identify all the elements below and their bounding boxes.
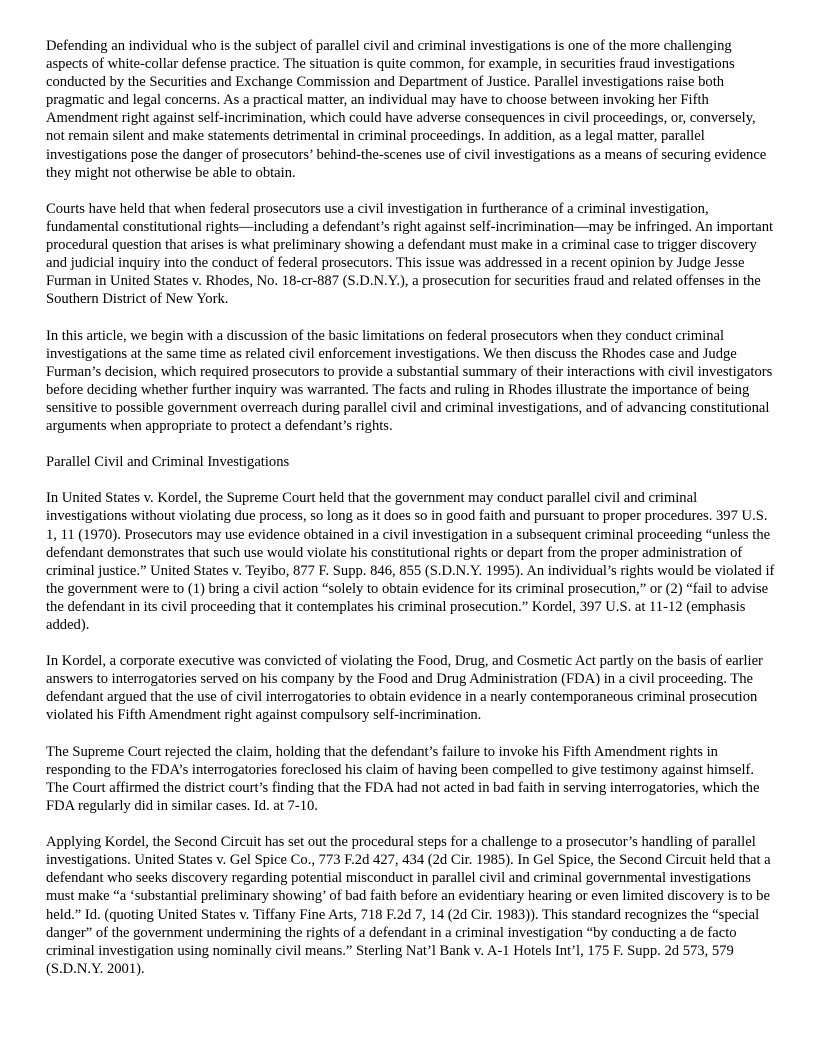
- section-paragraph-3: The Supreme Court rejected the claim, holding that the defendant’s failure to invoke his Fifth Amendment rights in responding to the FDA’s interrogatories foreclosed his claim of having been compelled to give testimony against himself. The Court affirmed the district court’s finding that the FDA had not acted in bad faith in serving interrogatories, which the FDA regularly did in similar cases. Id. at 7-10.: [46, 743, 760, 814]
- intro-paragraph-3: In this article, we begin with a discussion of the basic limitations on federal prosecutors when they conduct criminal investigations at the same time as related civil enforcement investigations. We then discuss the Rhodes case and Judge Furman’s decision, which required prosecutors to provide a substantial summary of their interactions with civil investigators before deciding whether further inquiry was warranted. The facts and ruling in Rhodes illustrate the importance of being sensitive to possible government overreach during parallel civil and criminal investigations, and of advancing constitutional arguments when appropriate to protect a defendant’s rights.: [46, 327, 773, 434]
- document-page: [46, 37, 776, 996]
- intro-paragraph-2: Courts have held that when federal prosecutors use a civil investigation in furtherance of a criminal investigation, fundamental constitutional rights—including a defendant’s right against self-incrimination—may be infringed. An important procedural question that arises is what preliminary showing a defendant must make in a criminal case to trigger discovery and judicial inquiry into the conduct of federal prosecutors. This issue was addressed in a recent opinion by Judge Jesse Furman in United States v. Rhodes, No. 18-cr-887 (S.D.N.Y.), a prosecution for securities fraud and related offenses in the Southern District of New York.: [46, 200, 774, 308]
- section-paragraph-1: In United States v. Kordel, the Supreme Court held that the government may conduct parallel civil and criminal investigations without violating due process, so long as it does so in good faith and pursuant to proper procedures. 397 U.S. 1, 11 (1970). Prosecutors may use evidence obtained in a civil investigation in a subsequent criminal proceeding “unless the defendant demonstrates that such use would violate his constitutional rights or depart from the proper administration of criminal justice.” United States v. Teyibo, 877 F. Supp. 846, 855 (S.D.N.Y. 1995). An individual’s rights would be violated if the government were to (1) bring a civil action “solely to obtain evidence for its criminal prosecution,” or (2) “fail to advise the defendant in its civil proceeding that it contemplates his criminal prosecution.” Kordel, 397 U.S. at 11-12 (emphasis added).: [46, 490, 775, 633]
- intro-paragraph-1: Defending an individual who is the subject of parallel civil and criminal investigations is one of the more challenging aspects of white-collar defense practice. The situation is quite common, for example, in securities fraud investigations conducted by the Securities and Exchange Commission and Department of Justice. Parallel investigations raise both pragmatic and legal concerns. As a practical matter, an individual may have to choose between invoking her Fifth Amendment right against self-incrimination, which could have adverse consequences in civil proceedings, or, conversely, not remain silent and make statements detrimental in criminal proceedings. In addition, as a legal matter, parallel investigations pose the danger of prosecutors’ behind-the-scenes use of civil investigations as a means of securing evidence they might not otherwise be able to obtain.: [46, 38, 767, 181]
- section-paragraph-2: In Kordel, a corporate executive was convicted of violating the Food, Drug, and Cosmetic Act partly on the basis of earlier answers to interrogatories served on his company by the Food and Drug Administration (FDA) in a civil proceeding. The defendant argued that the use of civil interrogatories to obtain evidence in a nearly contemporaneous criminal prosecution violated his Fifth Amendment right against compulsory self-incrimination.: [46, 653, 763, 724]
- section-heading: Parallel Civil and Criminal Investigations: [46, 454, 290, 471]
- section-paragraph-4: Applying Kordel, the Second Circuit has set out the procedural steps for a challenge to a prosecutor’s handling of parallel investigations. United States v. Gel Spice Co., 773 F.2d 427, 434 (2d Cir. 1985). In Gel Spice, the Second Circuit held that a defendant who seeks discovery regarding potential misconduct in parallel civil and criminal governmental investigations must make “a ‘substantial preliminary showing’ of bad faith before an evidentiary hearing or even limited discovery is to be held.” Id. (quoting United States v. Tiffany Fine Arts, 718 F.2d 7, 14 (2d Cir. 1983)). This standard recognizes the “special danger” of the government undermining the rights of a defendant in a criminal investigation “by conducting a de facto criminal investigation using nominally civil means.” Sterling Nat’l Bank v. A-1 Hotels Int’l, 175 F. Supp. 2d 573, 579 (S.D.N.Y. 2001).: [46, 834, 771, 977]
